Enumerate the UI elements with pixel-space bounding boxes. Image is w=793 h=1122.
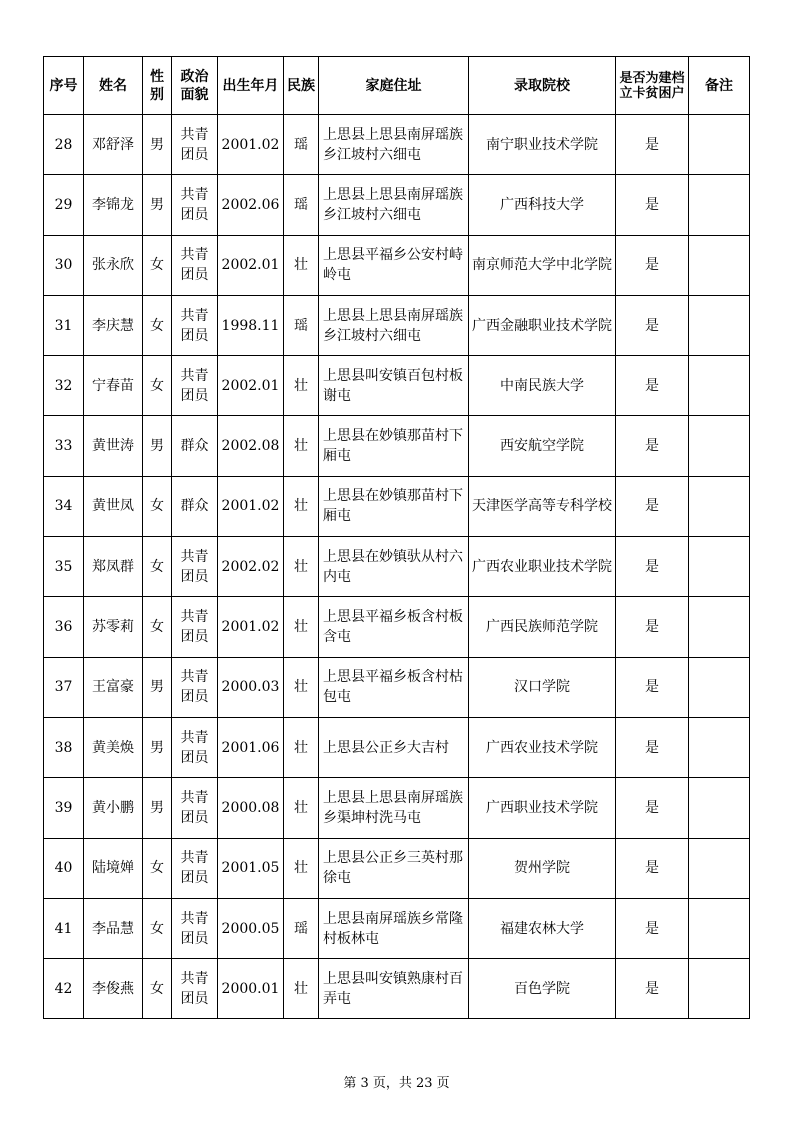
cell-name: 黄小鹏: [84, 778, 143, 838]
cell-political: 共青团员: [172, 657, 218, 717]
table-row: [44, 356, 750, 416]
cell-poverty: 是: [616, 356, 689, 416]
cell-address: 上思县上思县南屏瑶族乡江坡村六细屯: [319, 175, 469, 235]
cell-school: 广西农业职业技术学院: [469, 537, 616, 597]
table-row: [44, 416, 750, 476]
cell-poverty: 是: [616, 476, 689, 536]
cell-ethnicity: 壮: [284, 356, 319, 416]
cell-name: 郑凤群: [84, 537, 143, 597]
cell-school: 西安航空学院: [469, 416, 616, 476]
cell-ethnicity: 瑶: [284, 115, 319, 175]
table-row: [44, 898, 750, 958]
cell-school: 广西科技大学: [469, 175, 616, 235]
table-row: [44, 476, 750, 536]
cell-ethnicity: 壮: [284, 235, 319, 295]
table-row: [44, 537, 750, 597]
cell-birth: 1998.11: [218, 295, 284, 355]
cell-seq: 38: [44, 717, 84, 777]
table-header-row: [44, 57, 750, 115]
table-row: [44, 597, 750, 657]
cell-ethnicity: 壮: [284, 778, 319, 838]
cell-seq: 31: [44, 295, 84, 355]
cell-remarks: [689, 235, 750, 295]
cell-gender: 女: [143, 597, 172, 657]
cell-political: 共青团员: [172, 295, 218, 355]
cell-address: 上思县叫安镇熟康村百弄屯: [319, 959, 469, 1019]
header-school: 录取院校: [469, 57, 616, 115]
cell-political: 共青团员: [172, 356, 218, 416]
cell-name: 黄世凤: [84, 476, 143, 536]
cell-ethnicity: 壮: [284, 838, 319, 898]
cell-address: 上思县叫安镇百包村板谢屯: [319, 356, 469, 416]
cell-school: 贺州学院: [469, 838, 616, 898]
student-table-container: [43, 56, 750, 1019]
cell-poverty: 是: [616, 537, 689, 597]
cell-address: 上思县南屏瑶族乡常隆村板林屯: [319, 898, 469, 958]
cell-seq: 34: [44, 476, 84, 536]
cell-birth: 2000.03: [218, 657, 284, 717]
cell-remarks: [689, 838, 750, 898]
cell-remarks: [689, 537, 750, 597]
cell-name: 黄世涛: [84, 416, 143, 476]
header-seq: 序号: [44, 57, 84, 115]
cell-address: 上思县公正乡大吉村: [319, 717, 469, 777]
cell-political: 共青团员: [172, 838, 218, 898]
cell-ethnicity: 壮: [284, 476, 319, 536]
cell-remarks: [689, 175, 750, 235]
cell-seq: 32: [44, 356, 84, 416]
table-body: [44, 115, 750, 1019]
cell-ethnicity: 壮: [284, 657, 319, 717]
cell-poverty: 是: [616, 597, 689, 657]
cell-remarks: [689, 416, 750, 476]
cell-name: 李品慧: [84, 898, 143, 958]
cell-ethnicity: 瑶: [284, 295, 319, 355]
cell-remarks: [689, 115, 750, 175]
cell-gender: 女: [143, 898, 172, 958]
cell-gender: 女: [143, 295, 172, 355]
table-row: [44, 235, 750, 295]
cell-remarks: [689, 597, 750, 657]
cell-ethnicity: 壮: [284, 537, 319, 597]
cell-political: 群众: [172, 476, 218, 536]
cell-gender: 女: [143, 838, 172, 898]
cell-birth: 2001.02: [218, 476, 284, 536]
cell-gender: 女: [143, 356, 172, 416]
cell-seq: 33: [44, 416, 84, 476]
cell-gender: 女: [143, 235, 172, 295]
table-row: [44, 717, 750, 777]
cell-gender: 女: [143, 476, 172, 536]
table-row: [44, 175, 750, 235]
cell-ethnicity: 壮: [284, 717, 319, 777]
cell-school: 百色学院: [469, 959, 616, 1019]
cell-birth: 2002.01: [218, 356, 284, 416]
cell-ethnicity: 壮: [284, 959, 319, 1019]
cell-birth: 2002.08: [218, 416, 284, 476]
cell-name: 陆境婵: [84, 838, 143, 898]
cell-address: 上思县公正乡三英村那徐屯: [319, 838, 469, 898]
cell-poverty: 是: [616, 235, 689, 295]
cell-political: 共青团员: [172, 235, 218, 295]
cell-address: 上思县上思县南屏瑶族乡渠坤村洗马屯: [319, 778, 469, 838]
cell-school: 中南民族大学: [469, 356, 616, 416]
cell-gender: 男: [143, 115, 172, 175]
cell-political: 共青团员: [172, 175, 218, 235]
cell-birth: 2001.02: [218, 597, 284, 657]
cell-address: 上思县上思县南屏瑶族乡江坡村六细屯: [319, 295, 469, 355]
cell-name: 李锦龙: [84, 175, 143, 235]
cell-gender: 男: [143, 657, 172, 717]
header-gender: 性别: [143, 57, 172, 115]
cell-seq: 30: [44, 235, 84, 295]
cell-address: 上思县平福乡公安村峙岭屯: [319, 235, 469, 295]
cell-name: 李庆慧: [84, 295, 143, 355]
header-address: 家庭住址: [319, 57, 469, 115]
header-birth: 出生年月: [218, 57, 284, 115]
cell-political: 共青团员: [172, 959, 218, 1019]
table-row: [44, 657, 750, 717]
cell-birth: 2000.05: [218, 898, 284, 958]
cell-poverty: 是: [616, 115, 689, 175]
cell-name: 张永欣: [84, 235, 143, 295]
header-name: 姓名: [84, 57, 143, 115]
cell-birth: 2002.06: [218, 175, 284, 235]
cell-ethnicity: 瑶: [284, 175, 319, 235]
cell-gender: 男: [143, 717, 172, 777]
header-remarks: 备注: [689, 57, 750, 115]
cell-remarks: [689, 959, 750, 1019]
cell-school: 南京师范大学中北学院: [469, 235, 616, 295]
cell-address: 上思县在妙镇那苗村下厢屯: [319, 476, 469, 536]
cell-name: 王富豪: [84, 657, 143, 717]
cell-school: 福建农林大学: [469, 898, 616, 958]
table-row: [44, 838, 750, 898]
cell-name: 邓舒泽: [84, 115, 143, 175]
cell-poverty: 是: [616, 295, 689, 355]
student-table: [43, 56, 750, 1019]
cell-poverty: 是: [616, 898, 689, 958]
cell-political: 共青团员: [172, 898, 218, 958]
cell-address: 上思县在妙镇驮从村六内屯: [319, 537, 469, 597]
cell-seq: 41: [44, 898, 84, 958]
cell-school: 广西农业技术学院: [469, 717, 616, 777]
cell-address: 上思县上思县南屏瑶族乡江坡村六细屯: [319, 115, 469, 175]
cell-school: 天津医学高等专科学校: [469, 476, 616, 536]
cell-ethnicity: 瑶: [284, 898, 319, 958]
header-ethnicity: 民族: [284, 57, 319, 115]
cell-political: 群众: [172, 416, 218, 476]
cell-birth: 2002.01: [218, 235, 284, 295]
cell-address: 上思县平福乡板含村枯包屯: [319, 657, 469, 717]
page-footer: 第 3 页，共 23 页: [343, 1076, 450, 1091]
cell-political: 共青团员: [172, 717, 218, 777]
cell-address: 上思县在妙镇那苗村下厢屯: [319, 416, 469, 476]
cell-name: 宁春苗: [84, 356, 143, 416]
cell-gender: 女: [143, 537, 172, 597]
cell-gender: 男: [143, 416, 172, 476]
cell-seq: 36: [44, 597, 84, 657]
cell-school: 汉口学院: [469, 657, 616, 717]
cell-seq: 40: [44, 838, 84, 898]
cell-seq: 39: [44, 778, 84, 838]
cell-political: 共青团员: [172, 537, 218, 597]
cell-seq: 29: [44, 175, 84, 235]
cell-political: 共青团员: [172, 597, 218, 657]
cell-name: 黄美焕: [84, 717, 143, 777]
cell-name: 李俊燕: [84, 959, 143, 1019]
cell-address: 上思县平福乡板含村板含屯: [319, 597, 469, 657]
cell-seq: 37: [44, 657, 84, 717]
header-poverty: 是否为建档立卡贫困户: [616, 57, 689, 115]
cell-political: 共青团员: [172, 115, 218, 175]
cell-remarks: [689, 356, 750, 416]
cell-political: 共青团员: [172, 778, 218, 838]
cell-birth: 2000.01: [218, 959, 284, 1019]
cell-birth: 2001.02: [218, 115, 284, 175]
cell-remarks: [689, 295, 750, 355]
cell-seq: 28: [44, 115, 84, 175]
table-row: [44, 778, 750, 838]
cell-birth: 2001.06: [218, 717, 284, 777]
cell-seq: 42: [44, 959, 84, 1019]
cell-remarks: [689, 778, 750, 838]
table-row: [44, 115, 750, 175]
cell-name: 苏零莉: [84, 597, 143, 657]
cell-gender: 男: [143, 175, 172, 235]
cell-ethnicity: 壮: [284, 597, 319, 657]
cell-remarks: [689, 657, 750, 717]
table-row: [44, 295, 750, 355]
cell-poverty: 是: [616, 175, 689, 235]
cell-poverty: 是: [616, 959, 689, 1019]
table-row: [44, 959, 750, 1019]
cell-remarks: [689, 476, 750, 536]
cell-poverty: 是: [616, 416, 689, 476]
cell-poverty: 是: [616, 778, 689, 838]
cell-school: 南宁职业技术学院: [469, 115, 616, 175]
cell-birth: 2002.02: [218, 537, 284, 597]
cell-ethnicity: 壮: [284, 416, 319, 476]
cell-school: 广西职业技术学院: [469, 778, 616, 838]
cell-poverty: 是: [616, 838, 689, 898]
cell-birth: 2001.05: [218, 838, 284, 898]
cell-poverty: 是: [616, 717, 689, 777]
cell-remarks: [689, 717, 750, 777]
header-political: 政治面貌: [172, 57, 218, 115]
cell-remarks: [689, 898, 750, 958]
cell-gender: 女: [143, 959, 172, 1019]
cell-school: 广西民族师范学院: [469, 597, 616, 657]
cell-gender: 男: [143, 778, 172, 838]
cell-birth: 2000.08: [218, 778, 284, 838]
cell-school: 广西金融职业技术学院: [469, 295, 616, 355]
cell-poverty: 是: [616, 657, 689, 717]
cell-seq: 35: [44, 537, 84, 597]
